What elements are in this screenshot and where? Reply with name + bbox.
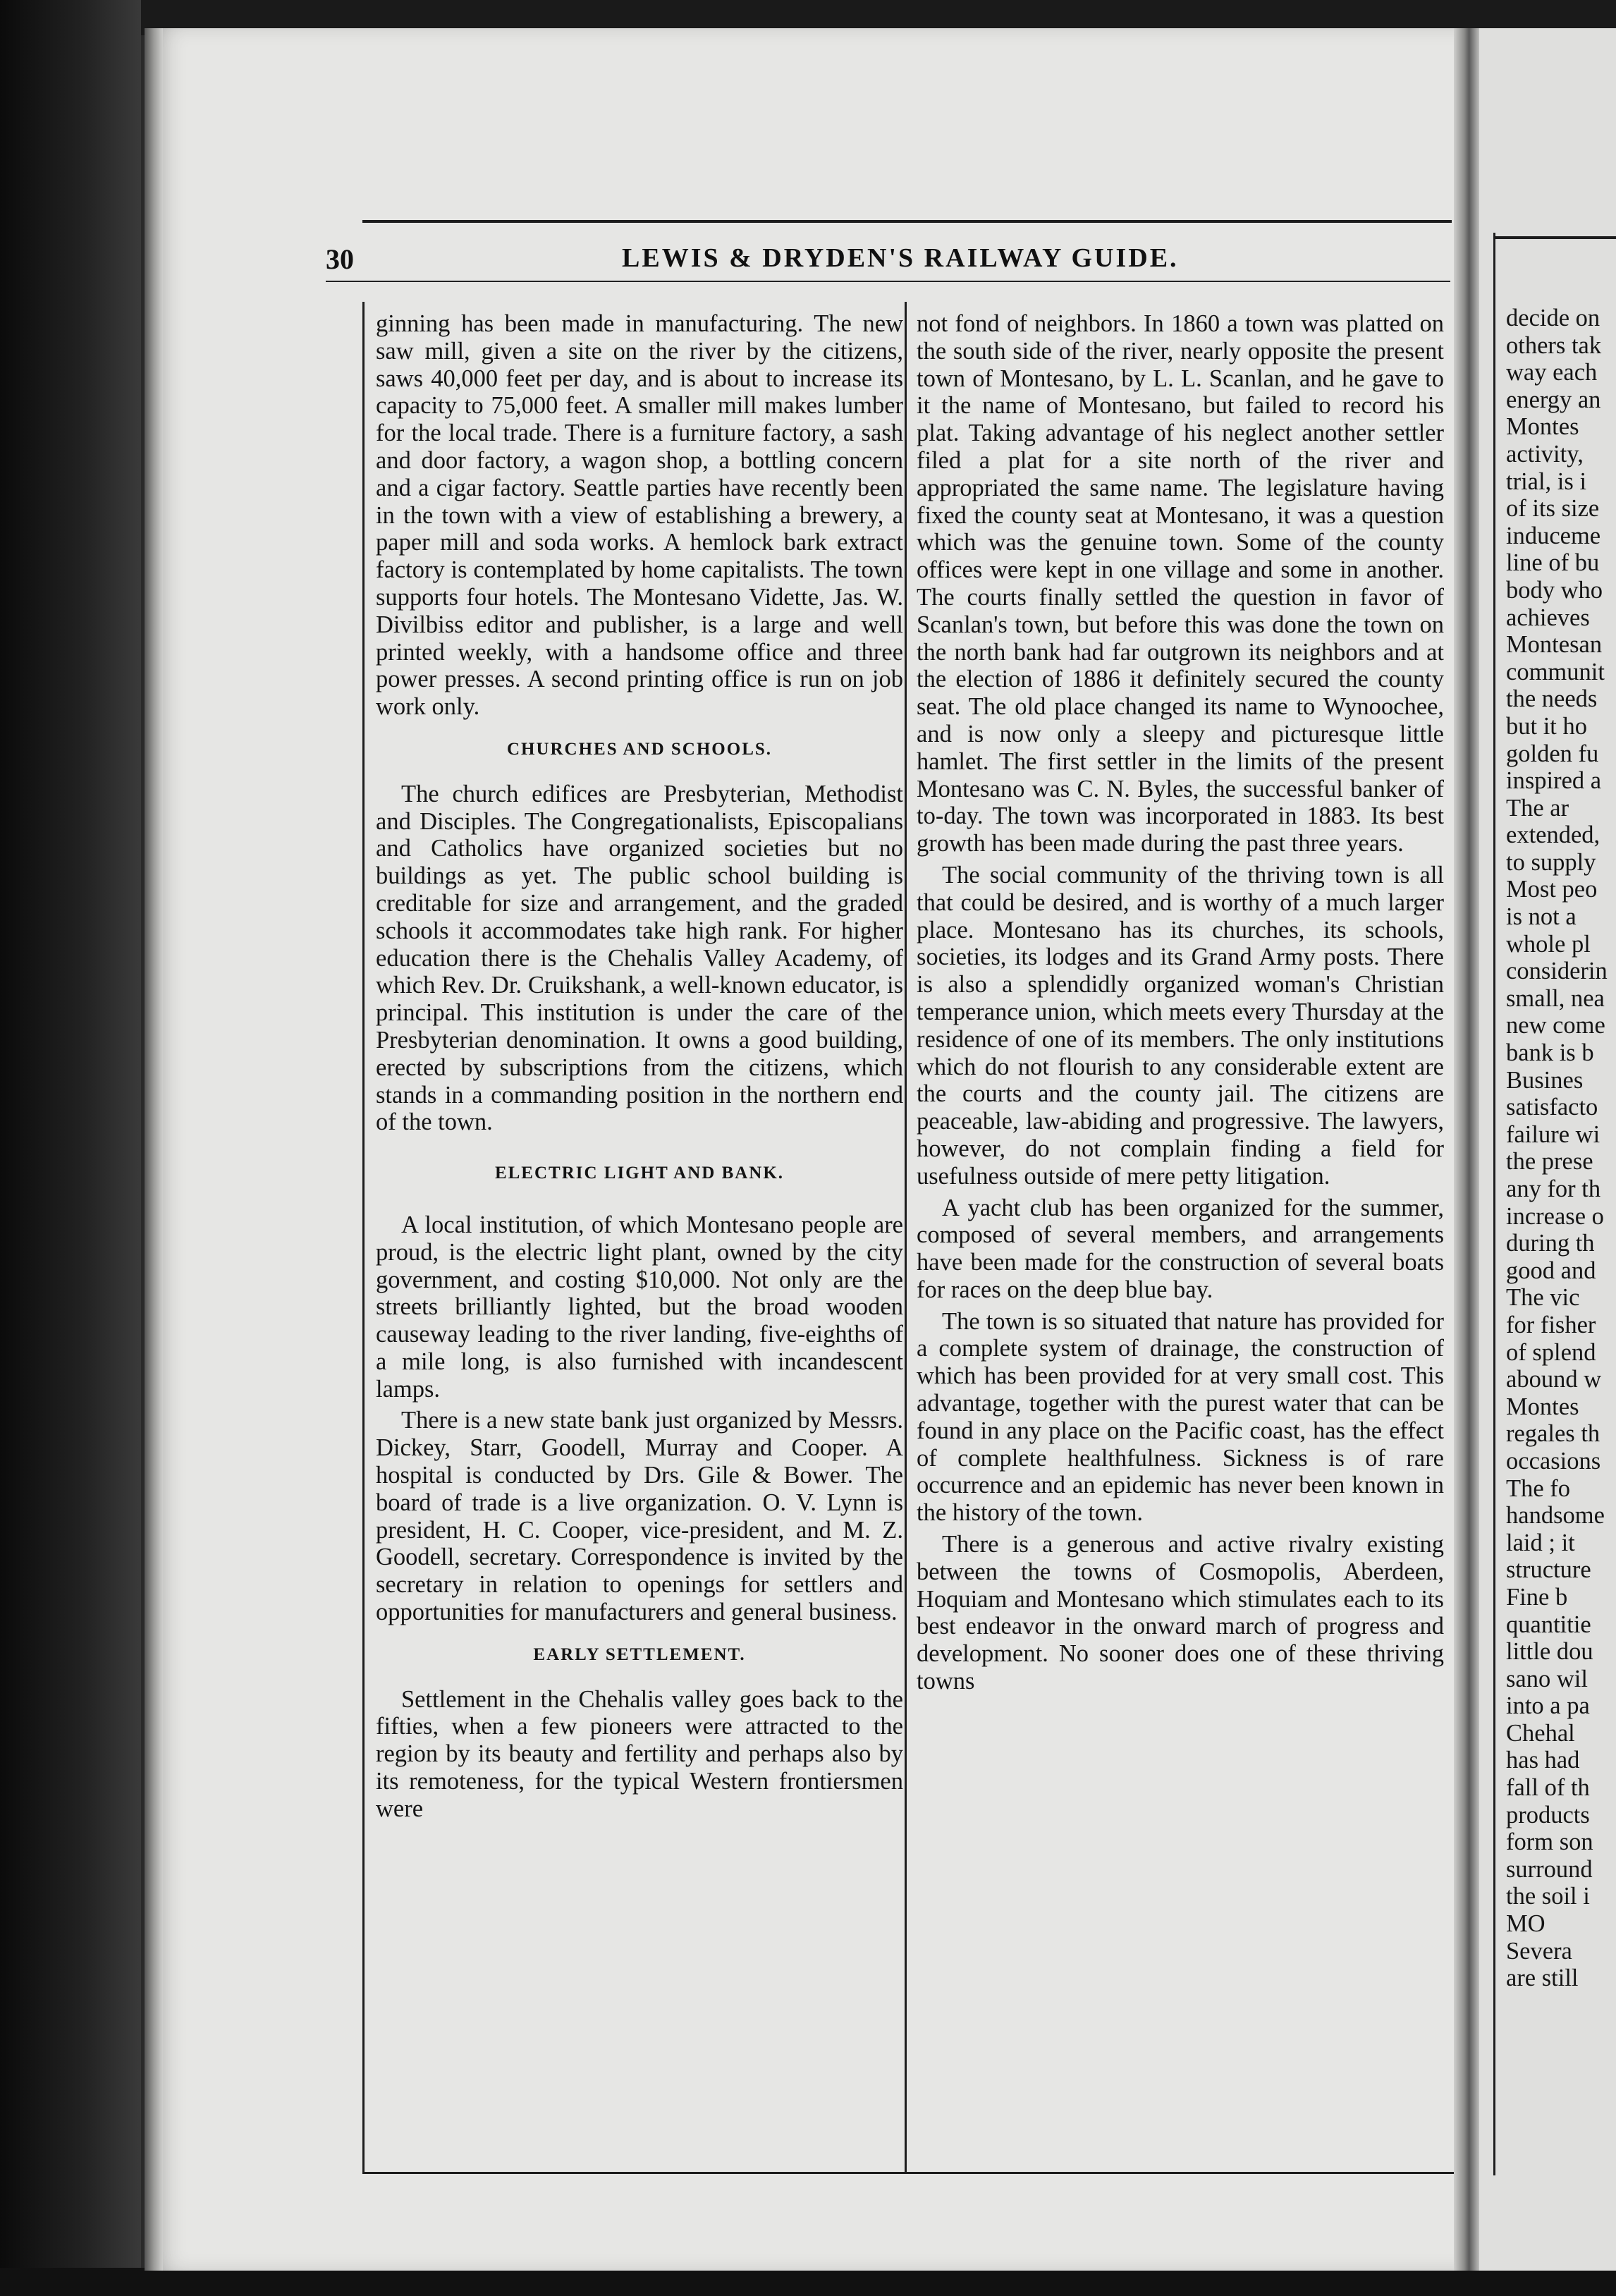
next-page-line: the prese <box>1506 1148 1593 1176</box>
next-page-line: Montesan <box>1506 631 1603 659</box>
next-page-line: failure wi <box>1506 1120 1600 1148</box>
next-page-line: of splend <box>1506 1338 1596 1366</box>
next-page-line: Chehal <box>1506 1719 1575 1747</box>
next-page-line: little dou <box>1506 1638 1593 1666</box>
next-page-line: the needs <box>1506 685 1598 713</box>
paragraph-early-settlement: Settlement in the Chehalis valley goes back to the fifties, when a few pioneers were attracted to the region by its beauty and fertility and perhaps also by its remoteness, for the typical Western frontiersmen were <box>376 1685 903 1822</box>
next-page-line: satisfacto <box>1506 1094 1598 1121</box>
paragraph-social-community: The social community of the thriving town is all that could be desired, and is worthy of a much larger place. Montesano has its churches, its schools, societies, its lodges and its Grand Army posts. There is also a splendidly organized woman's Christian temperance union, which meets every Thursday at the residence of one of its members. The only institutions which do not flourish to any considerable extent are the courts and the county jail. The citizens are peaceable, law-abiding and progressive. The lawyers, however, do not complain finding a field for usefulness outside of mere petty litigation. <box>917 861 1444 1190</box>
paragraph-electric-light: A local institution, of which Montesano people are proud, is the electric light plant, owned by the city government, and costing $10,000. Not only are the streets brilliantly lighted, but the broad wooden causeway leading to the river landing, five-eighths of a mile long, is also furnished with incandescent lamps. <box>376 1211 903 1403</box>
next-page-line: The ar <box>1506 794 1569 822</box>
page-edge <box>145 28 163 2271</box>
next-page-line: quantitie <box>1506 1611 1591 1638</box>
next-page-line: handsome <box>1506 1502 1605 1529</box>
next-page-line: fall of th <box>1506 1774 1590 1802</box>
next-page-line: Fine b <box>1506 1583 1568 1611</box>
next-page-line: Busines <box>1506 1066 1584 1094</box>
next-page-line: MO <box>1506 1910 1545 1938</box>
next-page-frame-rule <box>1493 233 1495 2175</box>
next-page-line: any for th <box>1506 1176 1601 1202</box>
next-page-line: golden fu <box>1506 740 1599 767</box>
next-page-line: for fisher <box>1506 1311 1596 1338</box>
next-page-line: bank is b <box>1506 1039 1594 1067</box>
next-page-line: are still <box>1506 1965 1579 1992</box>
paragraph-churches: The church edifices are Presbyterian, Methodist and Disciples. The Congregationalists, Episcopalians and Catholics have organized societies but no buildings as yet. The public school building is creditable for size and arrangement, and the graded schools it accommodates take high rank. For higher education there is the Chehalis Valley Academy, of which Rev. Dr. Cruikshank, a well-known educator, is principal. This institution is under the care of the Presbyterian denomination. It owns a good building, erected by subscriptions from the citizens, which stands in a commanding position in the northern end of the town. <box>376 780 903 1136</box>
page-header <box>326 240 1450 282</box>
scanner-background-bottom <box>0 2268 1616 2296</box>
next-page-line: laid ; it <box>1506 1529 1575 1556</box>
next-page-line: induceme <box>1506 522 1601 549</box>
next-page-line: during th <box>1506 1230 1595 1257</box>
next-page-line: form son <box>1506 1828 1593 1856</box>
next-page-line: The vic <box>1506 1284 1580 1312</box>
next-page-line: increase o <box>1506 1202 1604 1230</box>
next-page-line: but it ho <box>1506 712 1588 740</box>
running-title: LEWIS & DRYDEN'S RAILWAY GUIDE. <box>622 243 1179 273</box>
next-page-line: small, nea <box>1506 984 1605 1012</box>
next-page-line: others tak <box>1506 331 1602 359</box>
next-page-top-rule <box>1493 236 1616 239</box>
next-page-line: considerin <box>1506 958 1608 985</box>
next-page-line: whole pl <box>1506 930 1591 958</box>
next-page-line: line of bu <box>1506 549 1600 577</box>
next-page-line: surround <box>1506 1855 1593 1883</box>
paragraph-yacht-club: A yacht club has been organized for the summer, composed of several members, and arrangements have been made for the construction of several boats for races on the deep blue bay. <box>917 1194 1444 1303</box>
heading-electric-light-and-bank: ELECTRIC LIGHT AND BANK. <box>494 1164 785 1183</box>
next-page-line: extended, <box>1506 822 1600 849</box>
next-page-line: of its size <box>1506 495 1600 523</box>
next-page-line: inspired a <box>1506 767 1602 795</box>
frame-top-rule <box>362 220 1452 223</box>
next-page-line: Montes <box>1506 1393 1579 1420</box>
next-page-line: into a pa <box>1506 1692 1590 1720</box>
next-page-line: The fo <box>1506 1474 1571 1502</box>
paragraph-drainage: The town is so situated that nature has provided for a complete system of drainage, the construction of which has been provided for at very small cost. This advantage, together with the purest water that can be found in any place on the Pacific coast, has the effect of complete healthfulness. Sickness is of rare occurrence and an epidemic has never been known in the history of the town. <box>917 1307 1444 1527</box>
next-page-line: occasions <box>1506 1447 1601 1474</box>
paragraph-manufacturing: ginning has been made in manufacturing. The new saw mill, given a site on the river by the citizens, saws 40,000 feet per day, and is about to increase its capacity to 75,000 feet. A smaller mill makes lumber for the local trade. There is a furniture factory, a sash and door factory, a wagon shop, a bottling concern and a cigar factory. Seattle parties have recently been in the town with a view of establishing a brewery, a paper mill and soda works. A hemlock bark extract factory is contemplated by home capitalists. The town supports four hotels. The Montesano Vidette, Jas. W. Divilbiss editor and publisher, is a large and well printed weekly, with a handsome office and three power presses. A second printing office is run on job work only. <box>376 310 903 721</box>
paragraph-town-history: not fond of neighbors. In 1860 a town was platted on the south side of the river, nearly opposite the present town of Montesano, by L. L. Scanlan, and he gave to it the name of Montesano, but failed to record his plat. Taking advantage of his neglect another settler filed a plat for a site north of the river and appropriated the same name. The legislature having fixed the county seat at Montesano, it was a question which was the genuine town. Some of the county offices were kept in one village and some in another. The courts finally settled the question in favor of Scanlan's town, but before this was done the town on the north bank had far outgrown its neighbors and at the election of 1886 it definitely secured the county seat. The old place changed its name to Wynoochee, and is now only a sleepy and picturesque little hamlet. The first settler in the limits of the present Montesano was C. N. Byles, the successful banker of to-day. The town was incorporated in 1883. Its best growth has been made during the past three years. <box>917 310 1444 857</box>
next-page-line: Montes <box>1506 413 1579 441</box>
next-page-fragment <box>1479 28 1616 2271</box>
next-page-line: regales th <box>1506 1420 1600 1448</box>
next-page-line: has had <box>1506 1747 1580 1774</box>
column-rule <box>905 302 907 2172</box>
next-page-line: trial, is i <box>1506 468 1587 495</box>
next-page-line: new come <box>1506 1012 1605 1039</box>
next-page-line: abound w <box>1506 1366 1602 1393</box>
next-page-text <box>1506 305 1616 1992</box>
left-column <box>376 310 903 1823</box>
next-page-line: sano wil <box>1506 1665 1588 1692</box>
next-page-line: structure <box>1506 1556 1591 1584</box>
next-page-line: activity, <box>1506 440 1584 468</box>
next-page-line: body who <box>1506 576 1603 604</box>
paragraph-state-bank: There is a new state bank just organized by Messrs. Dickey, Starr, Goodell, Murray and Cooper. A hospital is conducted by Drs. Gile & Bower. The board of trade is a live organization. O. V. Lynn is president, H. C. Cooper, vice-president, and M. Z. Goodell, secretary. Correspondence is invited by the secretary in relation to openings for settlers and opportunities for manufacturers and general business. <box>376 1407 903 1626</box>
next-page-line: good and <box>1506 1257 1596 1284</box>
next-page-line: products <box>1506 1801 1590 1828</box>
next-page-line: energy an <box>1506 386 1601 413</box>
next-page-line: to supply <box>1506 848 1596 876</box>
next-page-line: way each <box>1506 359 1598 386</box>
heading-early-settlement: EARLY SETTLEMENT. <box>533 1644 746 1664</box>
next-page-line: Most peo <box>1506 876 1598 903</box>
header-rule <box>326 281 1450 282</box>
next-page-line: the soil i <box>1506 1883 1590 1910</box>
next-page-line: Severa <box>1506 1937 1572 1965</box>
book-gutter <box>1454 28 1479 2271</box>
next-page-line: achieves <box>1506 604 1590 631</box>
next-page-line: decide on <box>1506 305 1600 331</box>
scanner-background-left <box>0 0 141 2296</box>
next-page-line: communit <box>1506 658 1605 685</box>
page-number: 30 <box>326 243 354 275</box>
paragraph-rivalry: There is a generous and active rivalry existing between the towns of Cosmopolis, Aberdeen, Hoquiam and Montesano which stimulates each to its best endeavor in the onward march of progress and development. No sooner does one of these thriving towns <box>917 1531 1444 1695</box>
right-column <box>917 310 1444 1695</box>
heading-churches-and-schools: CHURCHES AND SCHOOLS. <box>506 739 773 759</box>
next-page-line: is not a <box>1506 903 1577 931</box>
